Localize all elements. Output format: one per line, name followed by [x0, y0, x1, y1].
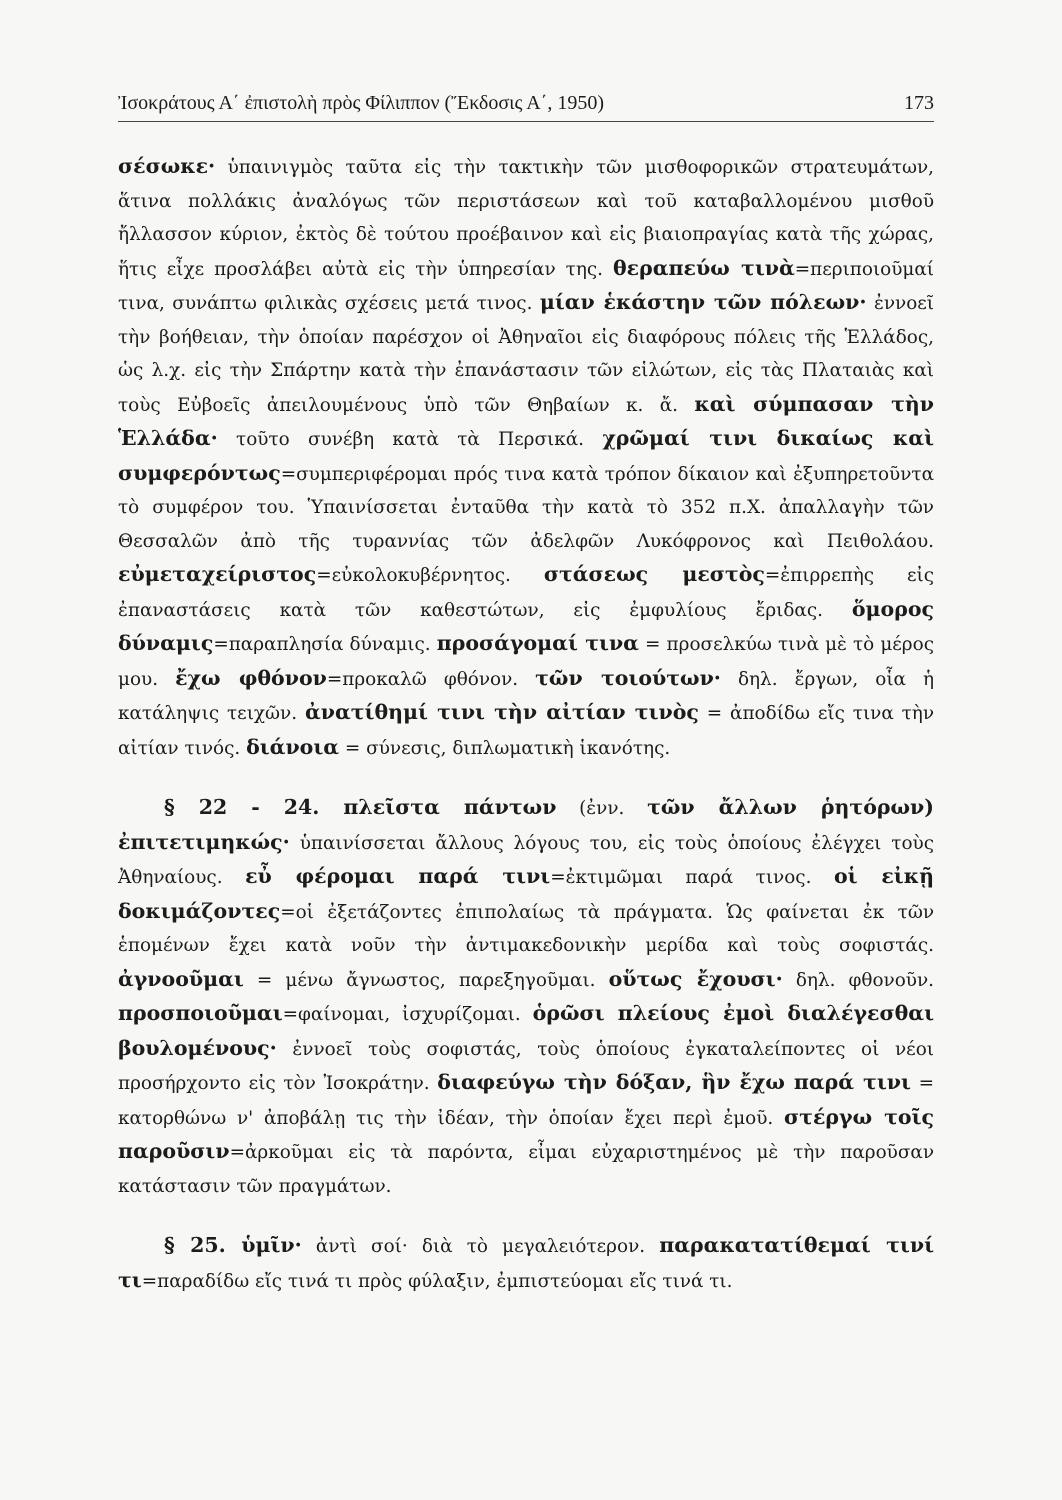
lemma: ἀνατίθημί τινι τὴν αἰτίαν τινὸς	[304, 700, 699, 724]
gloss-text: =συμπεριφέρομαι πρός τινα κατὰ τρόπον δίκαιον καὶ ἐξυπηρετοῦντα τὸ συμφέρον του. Ὑπαινίσσεται ἐνταῦθα τὴν κατὰ τὸ 352 π.Χ. ἀπαλλαγὴν τῶν Θεσσαλῶν ἀπὸ τῆς τυραννίας τῶν ἀδελφῶν Λυκόφρονος καὶ Πειθολάου.	[118, 463, 934, 552]
lemma: οὕτως ἔχουσι·	[608, 966, 783, 991]
lemma: στάσεως μεστὸς	[543, 562, 765, 586]
lemma: παρακατατίθεμαί τινί τι	[118, 1233, 934, 1292]
gloss-text: = μένω ἄγνωστος, παρεξηγοῦμαι.	[243, 969, 609, 991]
lemma: προσποιοῦμαι	[118, 1001, 283, 1025]
lemma: § 25. ὑμῖν·	[164, 1233, 302, 1257]
lemma: χρῶμαί τινι δικαίως καὶ συμφερόντως	[118, 426, 934, 485]
paragraph-3	[118, 1229, 934, 1298]
lemma: οἱ εἰκῇ δοκιμάζοντες	[118, 864, 934, 923]
paragraph-2	[118, 791, 934, 1203]
gloss-text: =φαίνομαι, ἰσχυρίζομαι.	[282, 1004, 533, 1025]
lemma: § 22 - 24. πλεῖστα πάντων	[164, 795, 557, 819]
lemma: εὐμεταχείριστος	[118, 562, 317, 586]
gloss-text: = σύνεσις, διπλωματικὴ ἱκανότης.	[339, 737, 671, 759]
gloss-text: ὑπαινιγμὸς ταῦτα εἰς τὴν τακτικὴν τῶν μισθοφορικῶν στρατευμάτων, ἅτινα πολλάκις ἀναλόγως τῶν περιστάσεων καὶ τοῦ καταβαλλομένου μισθοῦ ἤλλασσον κύριον, ἐκτὸς δὲ τούτου προέβαινον καὶ εἰς βιαιοπραγίας κατὰ τῆς χώρας, ἥτις εἶχε προσλάβει αὐτὰ εἰς τὴν ὑπηρεσίαν της.	[118, 157, 934, 280]
gloss-text: = προσελκύω τινὰ μὲ τὸ μέρος μου.	[118, 634, 934, 690]
lemma: διαφεύγω τὴν δόξαν, ἣν ἔχω παρά τινι	[437, 1070, 911, 1094]
gloss-text: =ἐπιρρεπὴς εἰς ἐπαναστάσεις κατὰ τῶν καθεστώτων, εἰς ἐμφυλίους ἔριδας.	[118, 565, 934, 621]
gloss-text: ὑπαινίσσεται ἄλλους λόγους του, εἰς τοὺς ὁποίους ἐλέγχει τοὺς Ἀθηναίους.	[118, 832, 934, 888]
lemma: ἔχω φθόνον	[175, 665, 327, 690]
running-header	[118, 92, 934, 122]
gloss-text: =περιποιοῦμαί τινα, συνάπτω φιλικὰς σχέσεις μετά τινος.	[118, 258, 935, 314]
lemma: προσάγομαί τινα	[436, 631, 639, 655]
lemma: ἀγνοοῦμαι	[118, 966, 244, 991]
lemma: σέσωκε·	[118, 154, 216, 178]
gloss-text: =ἀρκοῦμαι εἰς τὰ παρόντα, εἶμαι εὐχαριστημένος μὲ τὴν παροῦσαν κατάστασιν τῶν πραγμάτων.	[118, 1142, 934, 1197]
commentary-body	[118, 150, 934, 1298]
running-title: Ἰσοκράτους Α΄ ἐπιστολὴ πρὸς Φίλιππον (Ἔκδοσις Α΄, 1950)	[118, 92, 605, 114]
page-number: 173	[904, 92, 934, 114]
lemma: εὖ φέρομαι παρά τινι	[245, 864, 551, 888]
gloss-text: =ἐκτιμῶμαι παρά τινος.	[550, 867, 834, 888]
gloss-text: δηλ. ἔργων, οἷα ἡ κατάληψις τειχῶν.	[118, 668, 935, 724]
gloss-text: ἐννοεῖ τὴν βοήθειαν, τὴν ὁποίαν παρέσχον οἱ Ἀθηναῖοι εἰς διαφόρους πόλεις τῆς Ἑλλάδος, ὡς λ.χ. εἰς τὴν Σπάρτην κατὰ τὴν ἐπανάστασιν τῶν εἱλώτων, εἰς τὰς Πλαταιὰς καὶ τοὺς Εὐβοεῖς ἀπειλουμένους ὑπὸ τῶν Θηβαίων κ. ἄ.	[118, 293, 935, 416]
gloss-text: =προκαλῶ φθόνον.	[326, 668, 536, 690]
gloss-text: =εὐκολοκυβέρνητος.	[316, 565, 544, 586]
gloss-text: ἐννοεῖ τοὺς σοφιστάς, τοὺς ὁποίους ἐγκαταλείποντες οἱ νέοι προσήρχοντο εἰς τὸν Ἰσοκράτην.	[118, 1038, 934, 1094]
gloss-text: ἀντὶ σοί· διὰ τὸ μεγαλειότερον.	[301, 1236, 660, 1257]
lemma: διάνοια	[246, 734, 340, 759]
lemma: ὁρῶσι πλείους ἐμοὶ διαλέγεσθαι βουλομένους·	[118, 1001, 935, 1060]
lemma: μίαν ἑκάστην τῶν πόλεων·	[539, 290, 867, 314]
gloss-text: (ἐνν.	[556, 798, 648, 819]
lemma: στέργω τοῖς παροῦσιν	[118, 1104, 934, 1163]
lemma: καὶ σύμπασαν τὴν Ἑλλάδα·	[118, 391, 934, 450]
lemma: θεραπεύω τινὰ	[613, 255, 795, 280]
gloss-text: τοῦτο συνέβη κατὰ τὰ Περσικά.	[217, 429, 603, 450]
gloss-text: = ἀποδίδω εἴς τινα τὴν αἰτίαν τινός.	[118, 703, 934, 759]
gloss-text: =παραδίδω εἴς τινά τι πρὸς φύλαξιν, ἐμπιστεύομαι εἴς τινά τι.	[141, 1270, 733, 1292]
gloss-text: δηλ. φθονοῦν.	[782, 969, 935, 991]
gloss-text: =παραπλησία δύναμις.	[213, 634, 437, 655]
lemma: τῶν τοιούτων·	[535, 665, 721, 690]
lemma: ὅμορος δύναμις	[118, 596, 934, 655]
gloss-text: =οἱ ἐξετάζοντες ἐπιπολαίως τὰ πράγματα. Ὡς φαίνεται ἐκ τῶν ἑπομένων ἔχει κατὰ νοῦν τὴν ἀντιμακεδονικὴν μερίδα καὶ τοὺς σοφιστάς.	[118, 901, 934, 956]
paragraph-1	[118, 150, 934, 765]
gloss-text: = κατορθώνω ν' ἀποβάλῃ τις τὴν ἰδέαν, τὴν ὁποίαν ἔχει περὶ ἐμοῦ.	[118, 1073, 934, 1129]
lemma: τῶν ἄλλων ῥητόρων) ἐπιτετιμηκώς·	[118, 795, 934, 854]
